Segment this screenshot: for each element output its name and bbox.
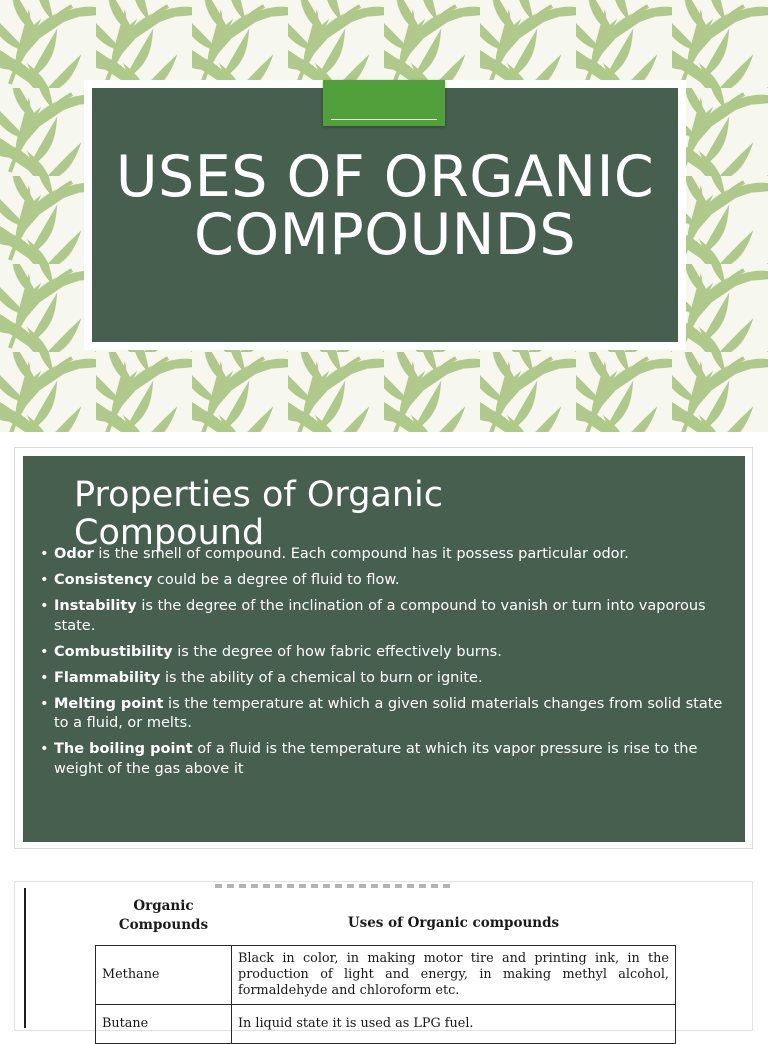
properties-list (40, 545, 730, 786)
property-term: The boiling point (54, 741, 193, 757)
column-header-compound: Organic Compounds (118, 898, 209, 933)
slide-title-line1: USES OF ORGANIC (115, 144, 655, 210)
property-term: Consistency (54, 572, 153, 588)
list-item (40, 695, 730, 734)
property-description: of a fluid is the temperature at which its vapor pressure is rise to the weight of the gas above it (54, 741, 698, 777)
bullet-icon: • (40, 572, 49, 588)
slide-title-line2: COMPOUNDS (193, 202, 576, 268)
list-item (40, 597, 730, 636)
property-description: is the degree of how fabric effectively burns. (172, 643, 502, 660)
property-term: Instability (54, 598, 137, 614)
table-row (96, 1005, 676, 1044)
slide-title (92, 144, 678, 268)
accent-tab-line (331, 119, 437, 120)
bullet-icon: • (40, 695, 49, 712)
column-header-uses: Uses of Organic compounds (347, 914, 560, 931)
list-item (40, 571, 730, 591)
list-item (40, 740, 730, 779)
property-description: is the degree of the inclination of a compound to vanish or turn into vaporous state. (54, 598, 706, 634)
accent-tab (323, 80, 445, 126)
bullet-icon: • (40, 598, 49, 614)
scan-border-line (24, 888, 26, 1028)
bullet-icon: • (40, 643, 49, 660)
list-item (40, 643, 730, 663)
property-description: could be a degree of fluid to flow. (152, 572, 400, 588)
bullet-icon: • (40, 741, 49, 757)
bullet-icon: • (40, 546, 49, 562)
property-term: Melting point (54, 695, 164, 712)
use-cell: In liquid state it is used as LPG fuel. (232, 1005, 676, 1044)
property-description: is the temperature at which a given solid materials changes from solid state to a fluid, or melts. (54, 695, 723, 731)
property-description: is the smell of compound. Each compound has it possess particular odor. (93, 546, 629, 562)
compound-cell: Butane (96, 1005, 232, 1044)
uses-table (95, 886, 676, 1044)
property-term: Flammability (54, 669, 161, 686)
bullet-icon: • (40, 669, 49, 686)
property-term: Combustibility (54, 643, 173, 660)
property-term: Odor (54, 546, 94, 562)
list-item (40, 669, 730, 689)
properties-heading: Properties of Organic Compound (74, 475, 444, 553)
use-cell: Black in color, in making motor tire and printing ink, in the production of light and energy, in making methyl alcohol, formaldehyde and chloroform etc. (232, 946, 676, 1005)
table-row (96, 946, 676, 1005)
table-header-row (96, 886, 676, 946)
title-slide (0, 0, 768, 432)
property-description: is the ability of a chemical to burn or ignite. (160, 669, 483, 686)
list-item (40, 545, 730, 565)
compound-cell: Methane (96, 946, 232, 1005)
